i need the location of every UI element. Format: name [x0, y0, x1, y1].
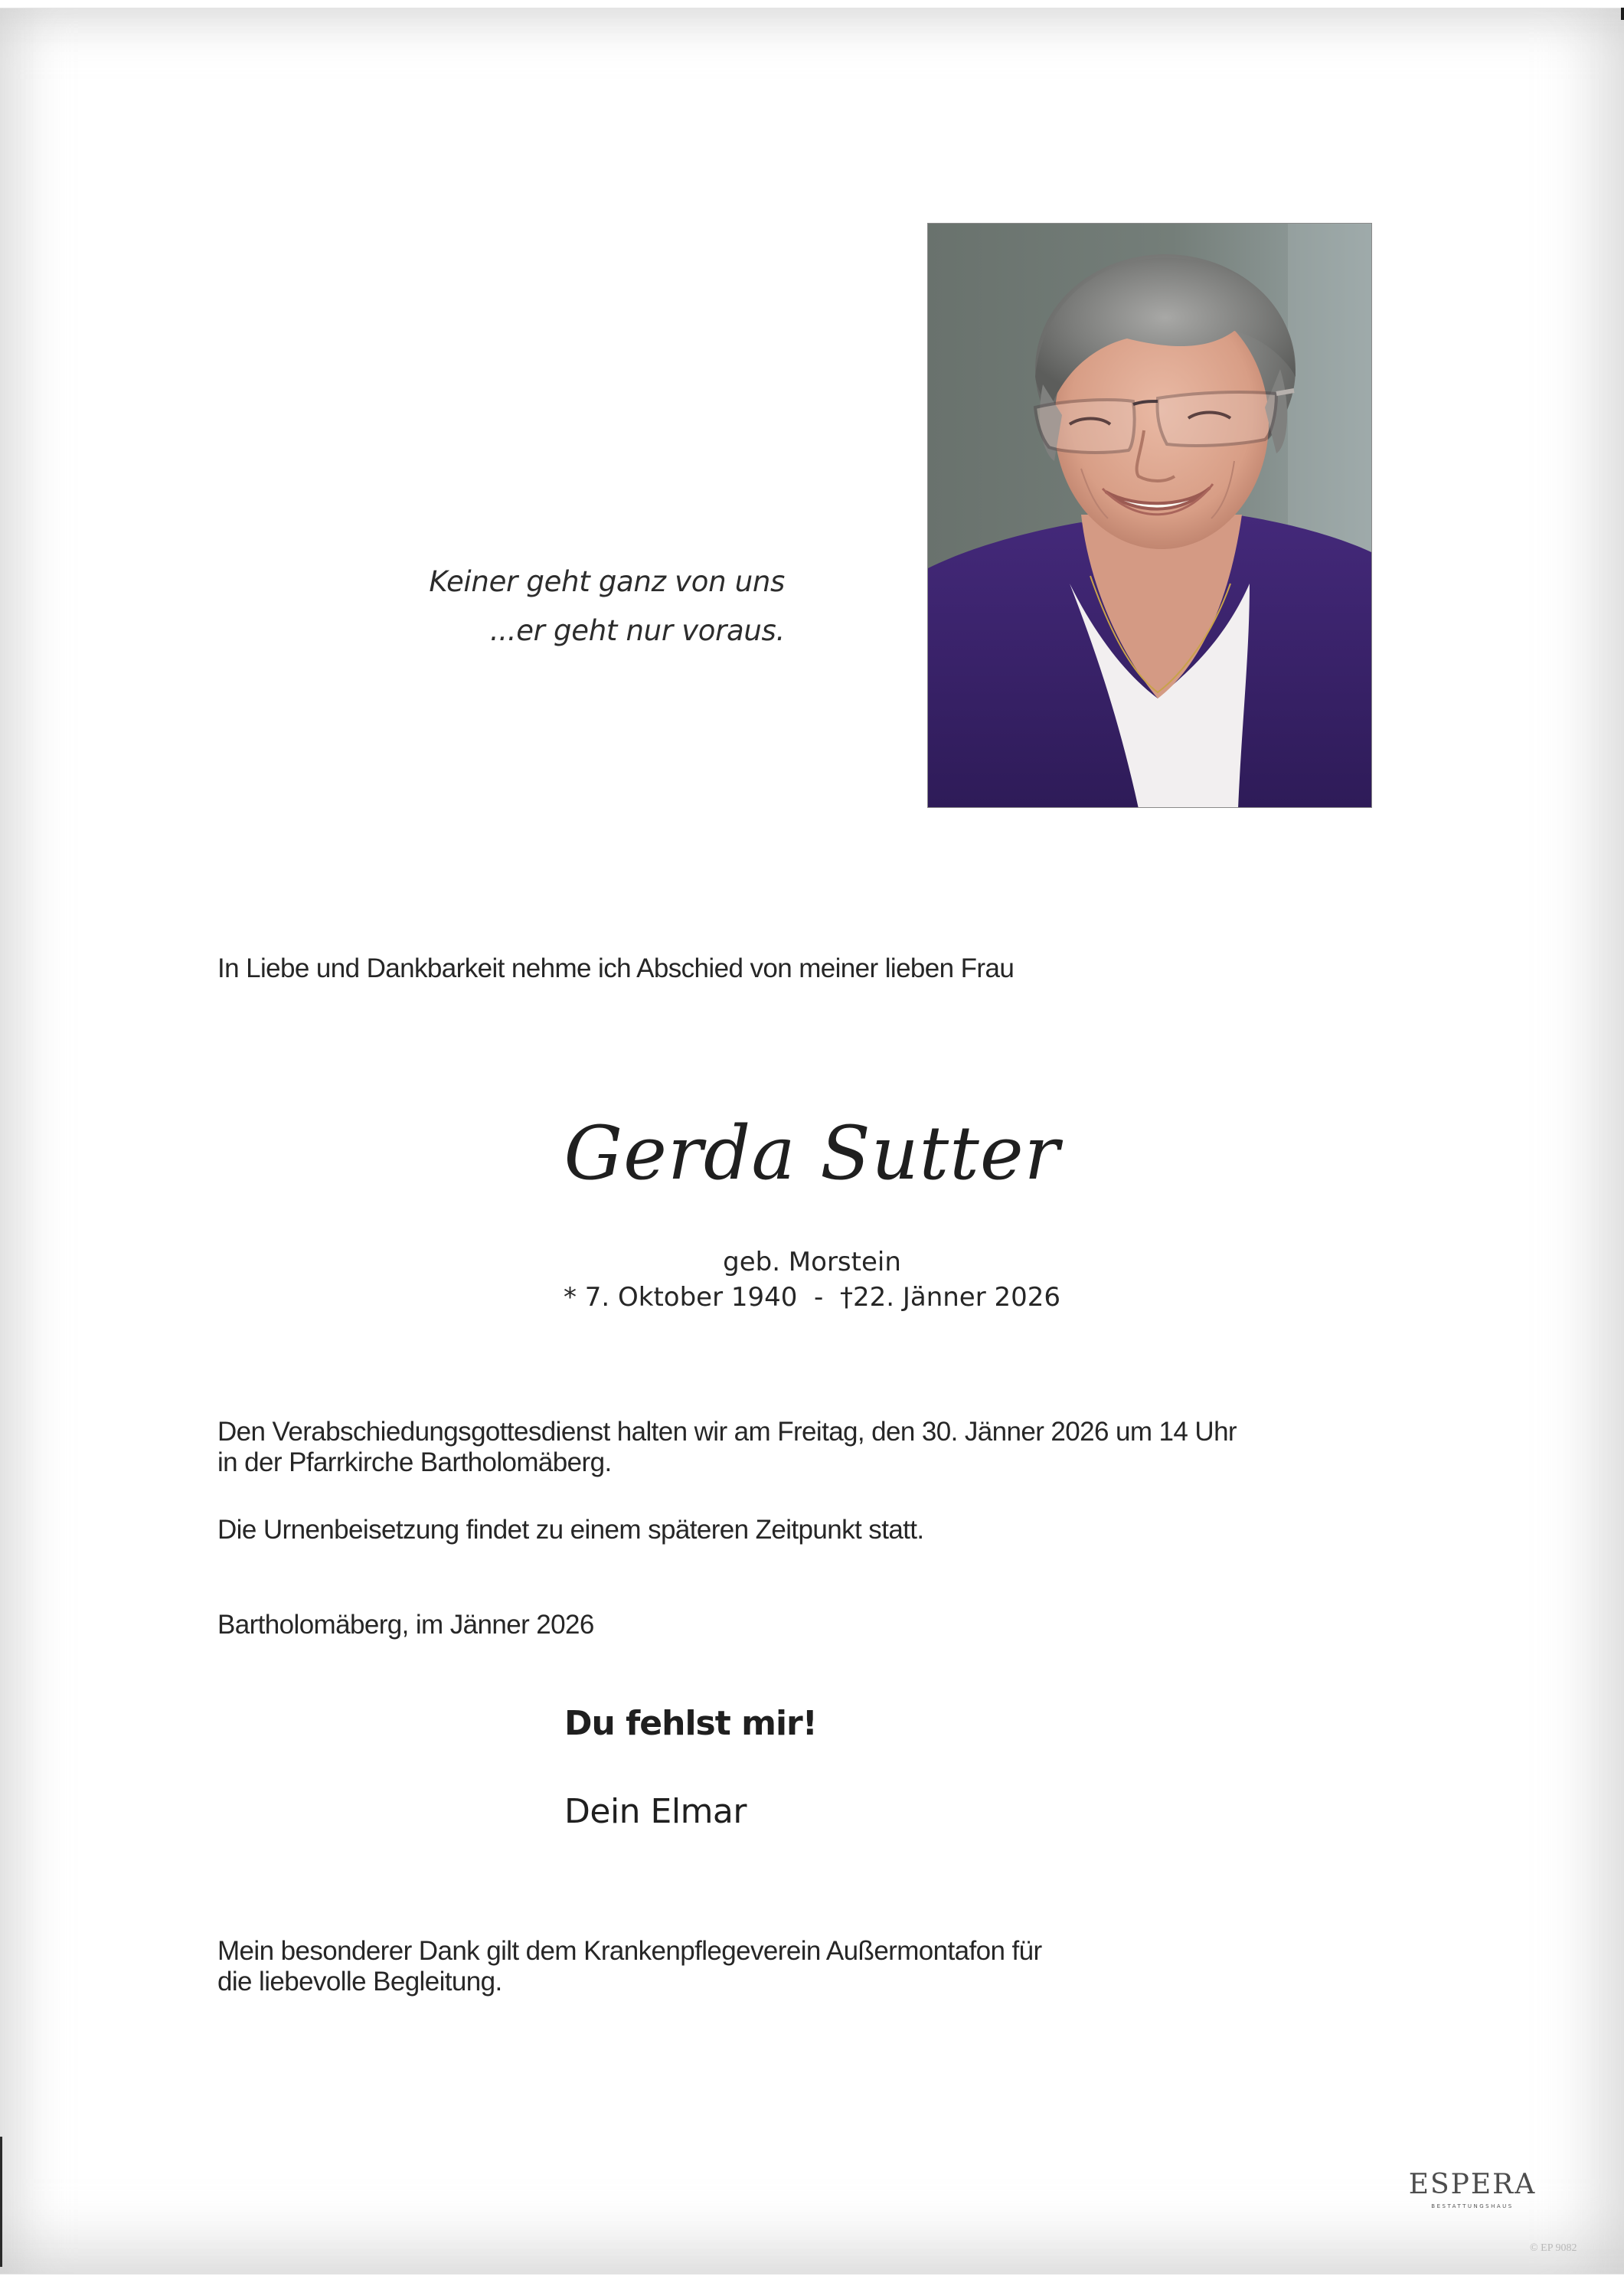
service-info [217, 1417, 1237, 1478]
portrait-illustration [928, 224, 1372, 808]
birth-name: geb. Morstein [723, 1247, 901, 1277]
logo-wordmark: ESPERA [1408, 2169, 1537, 2200]
funeral-home-logo [1407, 2170, 1537, 2209]
thanks-line-1: Mein besonderer Dank gilt dem Krankenpflegeverein Außermontafon für [217, 1936, 1042, 1966]
death-date: 22. Jänner 2026 [852, 1282, 1061, 1313]
birth-symbol: * [563, 1282, 577, 1313]
logo-subtitle: BESTATTUNGSHAUS [1431, 2203, 1514, 2209]
urn-burial-info: Die Urnenbeisetzung findet zu einem späteren Zeitpunkt statt. [217, 1515, 924, 1545]
quote-line-2: ...er geht nur voraus. [489, 614, 785, 647]
closing-message: Du fehlst mir! [564, 1704, 817, 1743]
scan-edge [1621, 8, 1624, 20]
signature: Dein Elmar [564, 1792, 747, 1831]
intro-text: In Liebe und Dankbarkeit nehme ich Abschied von meiner lieben Frau [217, 953, 1015, 983]
quote-line-1: Keiner geht ganz von uns [429, 565, 785, 598]
cross-icon: † [839, 1282, 853, 1313]
life-dates [0, 1282, 1624, 1313]
birth-date: 7. Oktober 1940 [584, 1282, 798, 1313]
scan-edge [0, 2137, 2, 2267]
thanks-line-2: die liebevolle Begleitung. [217, 1967, 502, 1997]
deceased-name: Gerda Sutter [564, 1110, 1060, 1196]
memorial-quote [429, 558, 785, 656]
place-date: Bartholomäberg, im Jänner 2026 [217, 1610, 594, 1640]
portrait-photo [927, 223, 1372, 808]
copyright-code: © EP 9082 [1530, 2242, 1577, 2254]
service-line-1: Den Verabschiedungsgottesdienst halten wir am Freitag, den 30. Jänner 2026 um 14 Uhr [217, 1417, 1237, 1447]
thanks-text [217, 1936, 1042, 1997]
service-line-2: in der Pfarrkirche Bartholomäberg. [217, 1447, 612, 1477]
date-separator: - [814, 1282, 824, 1313]
